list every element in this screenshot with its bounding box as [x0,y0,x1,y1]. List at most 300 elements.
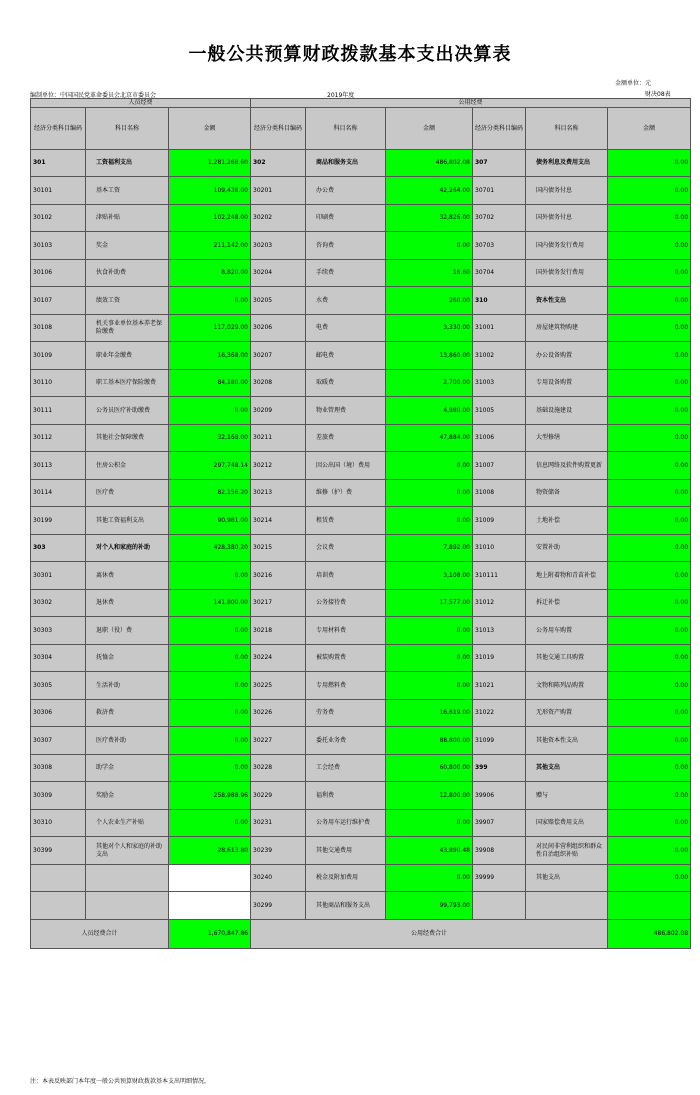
table-row [31,205,691,232]
public-item: 差旅费 [306,425,386,452]
personnel-item: 退休费 [86,590,169,617]
table-row [31,810,691,837]
public-item: 办公设备购置 [526,342,608,370]
public-amount: 0.00 [608,562,691,590]
public-item: 取暖费 [306,370,386,397]
public-code: 30203 [251,232,306,260]
public-amount: 12,800.00 [386,782,473,810]
public-amount: 7,892.00 [386,535,473,562]
public-code: 31005 [473,397,526,425]
col-name-header: 科目名称 [306,108,386,150]
footnote: 注：本表反映部门本年度一般公共预算财政拨款基本支出明细情况。 [30,1078,211,1085]
public-item: 商品和服务支出 [306,150,386,177]
personnel-item: 救济费 [86,700,169,727]
public-code: 31007 [473,452,526,480]
table-row [31,425,691,452]
public-code: 31001 [473,315,526,342]
personnel-item: 生活补助 [86,672,169,700]
public-item: 手续费 [306,260,386,287]
public-item: 税金及附加费用 [306,865,386,892]
public-item: 房屋建筑物购建 [526,315,608,342]
personnel-code: 30103 [31,232,86,260]
public-item: 办公费 [306,177,386,205]
public-amount: 0.00 [608,700,691,727]
public-item: 大型修缮 [526,425,608,452]
personnel-amount: 8,820.00 [169,260,251,287]
public-code: 30206 [251,315,306,342]
personnel-item: 伙食补助费 [86,260,169,287]
personnel-amount: 0.00 [169,645,251,672]
col-amount-header: 金额 [169,108,251,150]
personnel-amount: 0.00 [169,617,251,645]
public-code [473,892,526,920]
personnel-header: 人员经费 [31,99,251,108]
public-item: 物业管理费 [306,397,386,425]
public-amount: 0.00 [608,232,691,260]
totals-row [31,920,691,949]
col-code-header: 经济分类科目编码 [251,108,306,150]
public-amount: 3,108.00 [386,562,473,590]
personnel-amount: 109,438.00 [169,177,251,205]
public-code: 30201 [251,177,306,205]
table-row [31,562,691,590]
personnel-item: 住房公积金 [86,452,169,480]
public-item: 国外债务付息 [526,205,608,232]
public-amount: 0.00 [608,810,691,837]
personnel-code: 301 [31,150,86,177]
public-item: 工会经费 [306,755,386,782]
public-amount: 4,980.00 [386,397,473,425]
public-amount: 0.00 [608,507,691,535]
public-amount: 0.00 [608,452,691,480]
personnel-item: 退职（役）费 [86,617,169,645]
public-code: 30701 [473,177,526,205]
public-amount: 0.00 [386,810,473,837]
public-amount: 3,330.00 [386,315,473,342]
personnel-amount: 90,981.00 [169,507,251,535]
public-item: 委托业务费 [306,727,386,755]
table-row [31,645,691,672]
public-total-amount: 486,802.08 [608,920,691,949]
personnel-item: 抚恤金 [86,645,169,672]
table-row [31,755,691,782]
personnel-code: 30307 [31,727,86,755]
public-item: 会议费 [306,535,386,562]
public-code: 30228 [251,755,306,782]
budget-table [30,98,691,949]
public-item: 其他交通工具购置 [526,645,608,672]
table-row [31,782,691,810]
year-label: 2019年度 [327,92,355,99]
personnel-item: 奖金 [86,232,169,260]
public-amount: 0.00 [608,287,691,315]
personnel-code: 30305 [31,672,86,700]
public-code: 30212 [251,452,306,480]
public-amount: 17,577.00 [386,590,473,617]
table-row [31,177,691,205]
personnel-item: 职工基本医疗保险缴费 [86,370,169,397]
public-item: 租赁费 [306,507,386,535]
public-item: 因公出国（境）费用 [306,452,386,480]
public-amount: 0.00 [608,535,691,562]
public-amount: 0.00 [608,645,691,672]
personnel-code: 30112 [31,425,86,452]
public-item: 资本性支出 [526,287,608,315]
table-row [31,590,691,617]
personnel-amount: 82,156.20 [169,480,251,507]
public-amount: 0.00 [386,865,473,892]
personnel-code: 30303 [31,617,86,645]
public-amount: 0.00 [386,617,473,645]
table-row [31,260,691,287]
public-item: 国内债务发行费用 [526,232,608,260]
public-amount: 0.00 [608,342,691,370]
table-row [31,150,691,177]
public-code: 30229 [251,782,306,810]
page-title: 一般公共预算财政拨款基本支出决算表 [188,44,512,65]
public-amount: 0.00 [386,480,473,507]
personnel-amount [169,892,251,920]
public-item: 物资储备 [526,480,608,507]
public-item: 债务利息及费用支出 [526,150,608,177]
public-amount [608,892,691,920]
personnel-code: 30308 [31,755,86,782]
table-row [31,287,691,315]
public-code: 30225 [251,672,306,700]
public-amount: 0.00 [608,315,691,342]
public-amount: 0.00 [608,755,691,782]
personnel-amount: 211,142.00 [169,232,251,260]
public-amount: 47,884.00 [386,425,473,452]
public-code: 30213 [251,480,306,507]
public-code: 31010 [473,535,526,562]
public-code: 39999 [473,865,526,892]
public-total-label: 公用经费合计 [251,920,608,949]
public-item: 安置补助 [526,535,608,562]
table-number: 财决08表 [645,91,671,98]
public-code: 30218 [251,617,306,645]
personnel-code: 30111 [31,397,86,425]
public-item: 咨询费 [306,232,386,260]
table-row [31,617,691,645]
public-code: 30205 [251,287,306,315]
public-amount: 0.00 [386,672,473,700]
public-item: 福利费 [306,782,386,810]
public-item: 基础设施建设 [526,397,608,425]
personnel-item: 其他对个人和家庭的补助支出 [86,837,169,865]
personnel-amount: 297,748.14 [169,452,251,480]
table-row [31,370,691,397]
col-code-header: 经济分类科目编码 [31,108,86,150]
personnel-amount: 0.00 [169,700,251,727]
public-amount: 88,800.00 [386,727,473,755]
personnel-code: 303 [31,535,86,562]
public-item: 其他交通费用 [306,837,386,865]
public-amount: 0.00 [386,232,473,260]
public-item: 劳务费 [306,700,386,727]
public-item: 国家赔偿费用支出 [526,810,608,837]
public-code: 31013 [473,617,526,645]
public-item: 公务用车运行维护费 [306,810,386,837]
personnel-amount: 84,180.00 [169,370,251,397]
public-code: 30224 [251,645,306,672]
public-item: 无形资产购置 [526,700,608,727]
personnel-amount: 32,168.00 [169,425,251,452]
personnel-amount: 0.00 [169,287,251,315]
table-row [31,535,691,562]
public-amount: 0.00 [608,177,691,205]
public-code: 31003 [473,370,526,397]
personnel-item: 基本工资 [86,177,169,205]
public-item: 信息网络及软件购置更新 [526,452,608,480]
personnel-code: 30102 [31,205,86,232]
public-item: 电费 [306,315,386,342]
public-code: 30202 [251,205,306,232]
public-amount: 16.60 [386,260,473,287]
personnel-amount: 0.00 [169,727,251,755]
public-item [526,892,608,920]
public-code: 310 [473,287,526,315]
public-item: 其他商品和服务支出 [306,892,386,920]
public-code: 399 [473,755,526,782]
personnel-code: 30114 [31,480,86,507]
personnel-item: 离休费 [86,562,169,590]
personnel-code: 30109 [31,342,86,370]
personnel-item: 公务员医疗补助缴费 [86,397,169,425]
personnel-code: 30107 [31,287,86,315]
public-item: 专用燃料费 [306,672,386,700]
public-item: 印刷费 [306,205,386,232]
public-amount: 0.00 [608,480,691,507]
public-code: 30231 [251,810,306,837]
public-code: 30214 [251,507,306,535]
public-item: 国外债务发行费用 [526,260,608,287]
table-row [31,700,691,727]
public-code: 30240 [251,865,306,892]
personnel-item: 对个人和家庭的补助 [86,535,169,562]
personnel-item: 绩效工资 [86,287,169,315]
public-amount: 32,826.00 [386,205,473,232]
public-item: 培训费 [306,562,386,590]
public-code: 30211 [251,425,306,452]
personnel-code: 30113 [31,452,86,480]
col-code-header: 经济分类科目编码 [473,108,526,150]
unit-label: 编制单位：中国国民党革命委员会北京市委员会 [30,92,157,99]
personnel-amount: 0.00 [169,672,251,700]
public-item: 其他资本性支出 [526,727,608,755]
col-amount-header: 金额 [608,108,691,150]
public-amount: 0.00 [608,425,691,452]
personnel-item: 职业年金缴费 [86,342,169,370]
personnel-amount: 141,800.00 [169,590,251,617]
personnel-item: 医疗费补助 [86,727,169,755]
public-code: 30204 [251,260,306,287]
public-code: 30227 [251,727,306,755]
public-item: 公务接待费 [306,590,386,617]
personnel-amount: 0.00 [169,397,251,425]
personnel-code: 30309 [31,782,86,810]
public-amount: 260.00 [386,287,473,315]
personnel-code: 30310 [31,810,86,837]
public-item: 专用材料费 [306,617,386,645]
public-item: 拆迁补偿 [526,590,608,617]
personnel-code: 30110 [31,370,86,397]
public-amount: 0.00 [608,782,691,810]
public-amount: 0.00 [608,672,691,700]
public-item: 对民间非营利组织和群众性自治组织补贴 [526,837,608,865]
personnel-item: 奖励金 [86,782,169,810]
public-item: 专用设备购置 [526,370,608,397]
public-item: 土地补偿 [526,507,608,535]
table-row [31,342,691,370]
personnel-code [31,892,86,920]
personnel-item [86,865,169,892]
table-row [31,452,691,480]
public-item: 赠与 [526,782,608,810]
col-name-header: 科目名称 [86,108,169,150]
personnel-code: 30199 [31,507,86,535]
personnel-item: 其他工资福利支出 [86,507,169,535]
personnel-code: 30101 [31,177,86,205]
personnel-amount: 28,613.80 [169,837,251,865]
public-code: 310111 [473,562,526,590]
public-header: 公用经费 [251,99,691,108]
table-row [31,507,691,535]
personnel-item: 机关事业单位基本养老保险缴费 [86,315,169,342]
public-amount: 99,793.00 [386,892,473,920]
public-code: 31021 [473,672,526,700]
public-code: 30215 [251,535,306,562]
public-item: 公务用车购置 [526,617,608,645]
personnel-amount: 258,988.96 [169,782,251,810]
public-amount: 0.00 [608,370,691,397]
table-row [31,315,691,342]
public-code: 30208 [251,370,306,397]
personnel-item: 医疗费 [86,480,169,507]
public-amount: 60,800.00 [386,755,473,782]
public-code: 31012 [473,590,526,617]
table-row [31,892,691,920]
personnel-item: 工资福利支出 [86,150,169,177]
personnel-code: 30302 [31,590,86,617]
public-amount: 2,700.00 [386,370,473,397]
personnel-code [31,865,86,892]
public-code: 31019 [473,645,526,672]
public-amount: 16,619.00 [386,700,473,727]
personnel-code: 30399 [31,837,86,865]
public-code: 302 [251,150,306,177]
public-amount: 0.00 [386,452,473,480]
personnel-item [86,892,169,920]
public-item: 地上附着物和青苗补偿 [526,562,608,590]
personnel-amount: 1,281,268.60 [169,150,251,177]
public-code: 39906 [473,782,526,810]
personnel-item: 其他社会保障缴费 [86,425,169,452]
currency-unit: 金额单位：元 [615,80,652,87]
table-row [31,397,691,425]
personnel-amount: 16,368.00 [169,342,251,370]
personnel-amount: 0.00 [169,755,251,782]
table-row [31,232,691,260]
table-row [31,672,691,700]
public-item: 其他支出 [526,755,608,782]
public-item: 被装购置费 [306,645,386,672]
table-row [31,480,691,507]
personnel-item: 助学金 [86,755,169,782]
public-item: 其他支出 [526,865,608,892]
public-item: 文物和陈列品购置 [526,672,608,700]
personnel-item: 个人农业生产补贴 [86,810,169,837]
public-code: 31006 [473,425,526,452]
col-name-header: 科目名称 [526,108,608,150]
public-item: 水费 [306,287,386,315]
personnel-code: 30301 [31,562,86,590]
col-amount-header: 金额 [386,108,473,150]
personnel-amount: 117,029.00 [169,315,251,342]
table-row [31,727,691,755]
public-amount: 13,860.00 [386,342,473,370]
personnel-amount: 0.00 [169,562,251,590]
public-amount: 0.00 [608,727,691,755]
public-code: 30299 [251,892,306,920]
public-amount: 0.00 [608,205,691,232]
personnel-code: 30306 [31,700,86,727]
public-amount: 0.00 [608,837,691,865]
public-code: 30703 [473,232,526,260]
personnel-total-label: 人员经费合计 [31,920,169,949]
public-amount: 0.00 [386,507,473,535]
public-code: 30216 [251,562,306,590]
personnel-code: 30106 [31,260,86,287]
public-code: 31099 [473,727,526,755]
public-code: 39908 [473,837,526,865]
personnel-code: 30108 [31,315,86,342]
personnel-amount: 0.00 [169,810,251,837]
public-code: 31009 [473,507,526,535]
public-code: 30209 [251,397,306,425]
public-amount: 0.00 [608,260,691,287]
public-code: 31022 [473,700,526,727]
public-code: 31008 [473,480,526,507]
personnel-amount [169,865,251,892]
personnel-total-amount: 1,670,847.86 [169,920,251,949]
public-code: 307 [473,150,526,177]
public-item: 国内债务付息 [526,177,608,205]
public-amount: 0.00 [608,617,691,645]
personnel-code: 30304 [31,645,86,672]
public-amount: 0.00 [608,590,691,617]
public-amount: 0.00 [608,865,691,892]
public-code: 30207 [251,342,306,370]
public-amount: 42,264.00 [386,177,473,205]
public-code: 30704 [473,260,526,287]
personnel-amount: 428,380.20 [169,535,251,562]
personnel-item: 津贴补贴 [86,205,169,232]
public-amount: 0.00 [608,150,691,177]
public-amount: 43,890.48 [386,837,473,865]
public-code: 30217 [251,590,306,617]
table-row [31,865,691,892]
public-code: 30239 [251,837,306,865]
public-code: 31002 [473,342,526,370]
public-code: 30702 [473,205,526,232]
public-code: 39907 [473,810,526,837]
personnel-amount: 102,248.00 [169,205,251,232]
table-row [31,837,691,865]
public-amount: 0.00 [386,645,473,672]
public-amount: 486,802.08 [386,150,473,177]
public-code: 30226 [251,700,306,727]
